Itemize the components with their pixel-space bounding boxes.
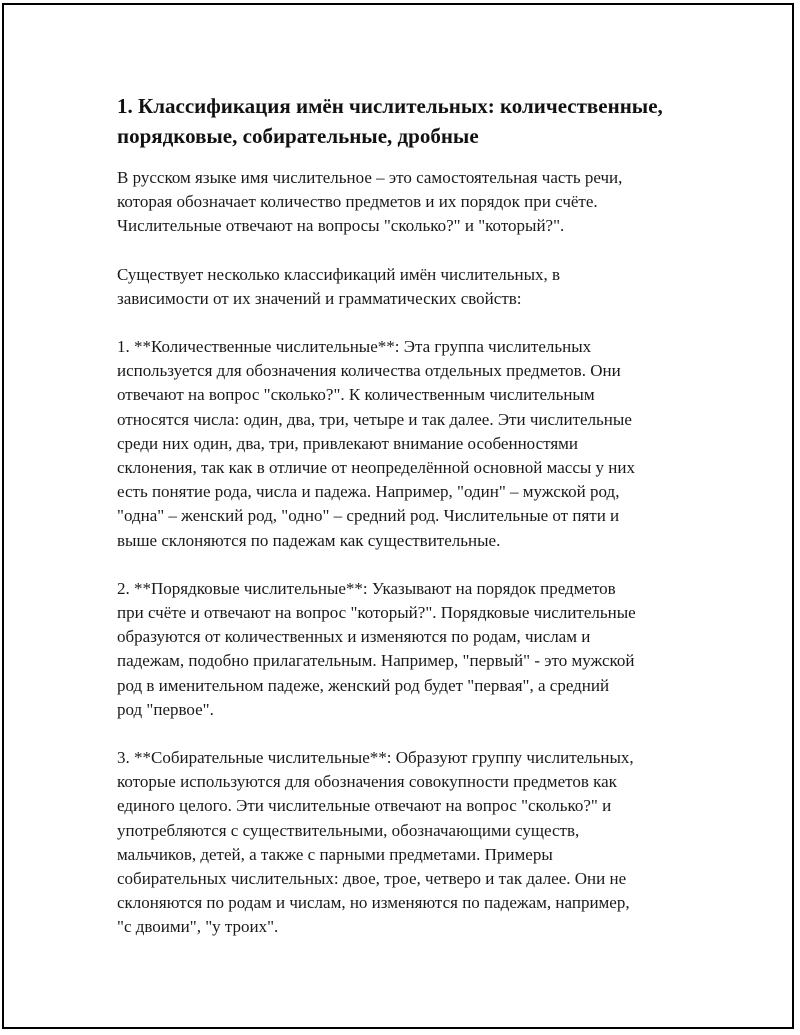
collective-numerals-paragraph: 3. **Собирательные числительные**: Образуют группу числительных, которые используются для обозначения совокупности предметов как единого целого. Эти числительные отвечают на вопрос "сколько?" и употребляются с существительными, обозначающими существ, мальчиков, детей, а также с парными предметами. Примеры собирательных числительных: двое, трое, четверо и так далее. Они не склоняются по родам и числам, но изменяются по падежам, например, "с двоими", "у троих". <box>117 748 634 937</box>
ordinal-numerals-paragraph: 2. **Порядковые числительные**: Указывают на порядок предметов при счёте и отвечают на вопрос "который?". Порядковые числительные образуются от количественных и изменяются по родам, числам и падежам, подобно прилагательным. Например, "первый" - это мужской род в именительном падеже, женский род будет "первая", а средний род "первое". <box>117 578 636 719</box>
intro-paragraph: В русском языке имя числительное – это самостоятельная часть речи, которая обозначает количество предметов и их порядок при счёте. Числительные отвечают на вопросы "сколько?" и "который?". <box>117 168 623 236</box>
document-body <box>117 91 697 964</box>
classification-intro-paragraph: Существует несколько классификаций имён числительных, в зависимости от их значений и грамматических свойств: <box>117 264 561 308</box>
section-heading: 1. Классификация имён числительных: количественные, порядковые, собирательные, дробные <box>117 94 663 148</box>
cardinal-numerals-paragraph: 1. **Количественные числительные**: Эта группа числительных используется для обозначения количества отдельных предметов. Они отвечают на вопрос "сколько?". К количественным числительным относятся числа: один, два, три, четыре и так далее. Эти числительные среди них один, два, три, привлекают внимание особенностями склонения, так как в отличие от неопределённой основной массы у них есть понятие рода, числа и падежа. Например, "один" – мужской род, "одна" – женский род, "одно" – средний род. Числительные от пяти и выше склоняются по падежам как существительные. <box>117 337 635 550</box>
